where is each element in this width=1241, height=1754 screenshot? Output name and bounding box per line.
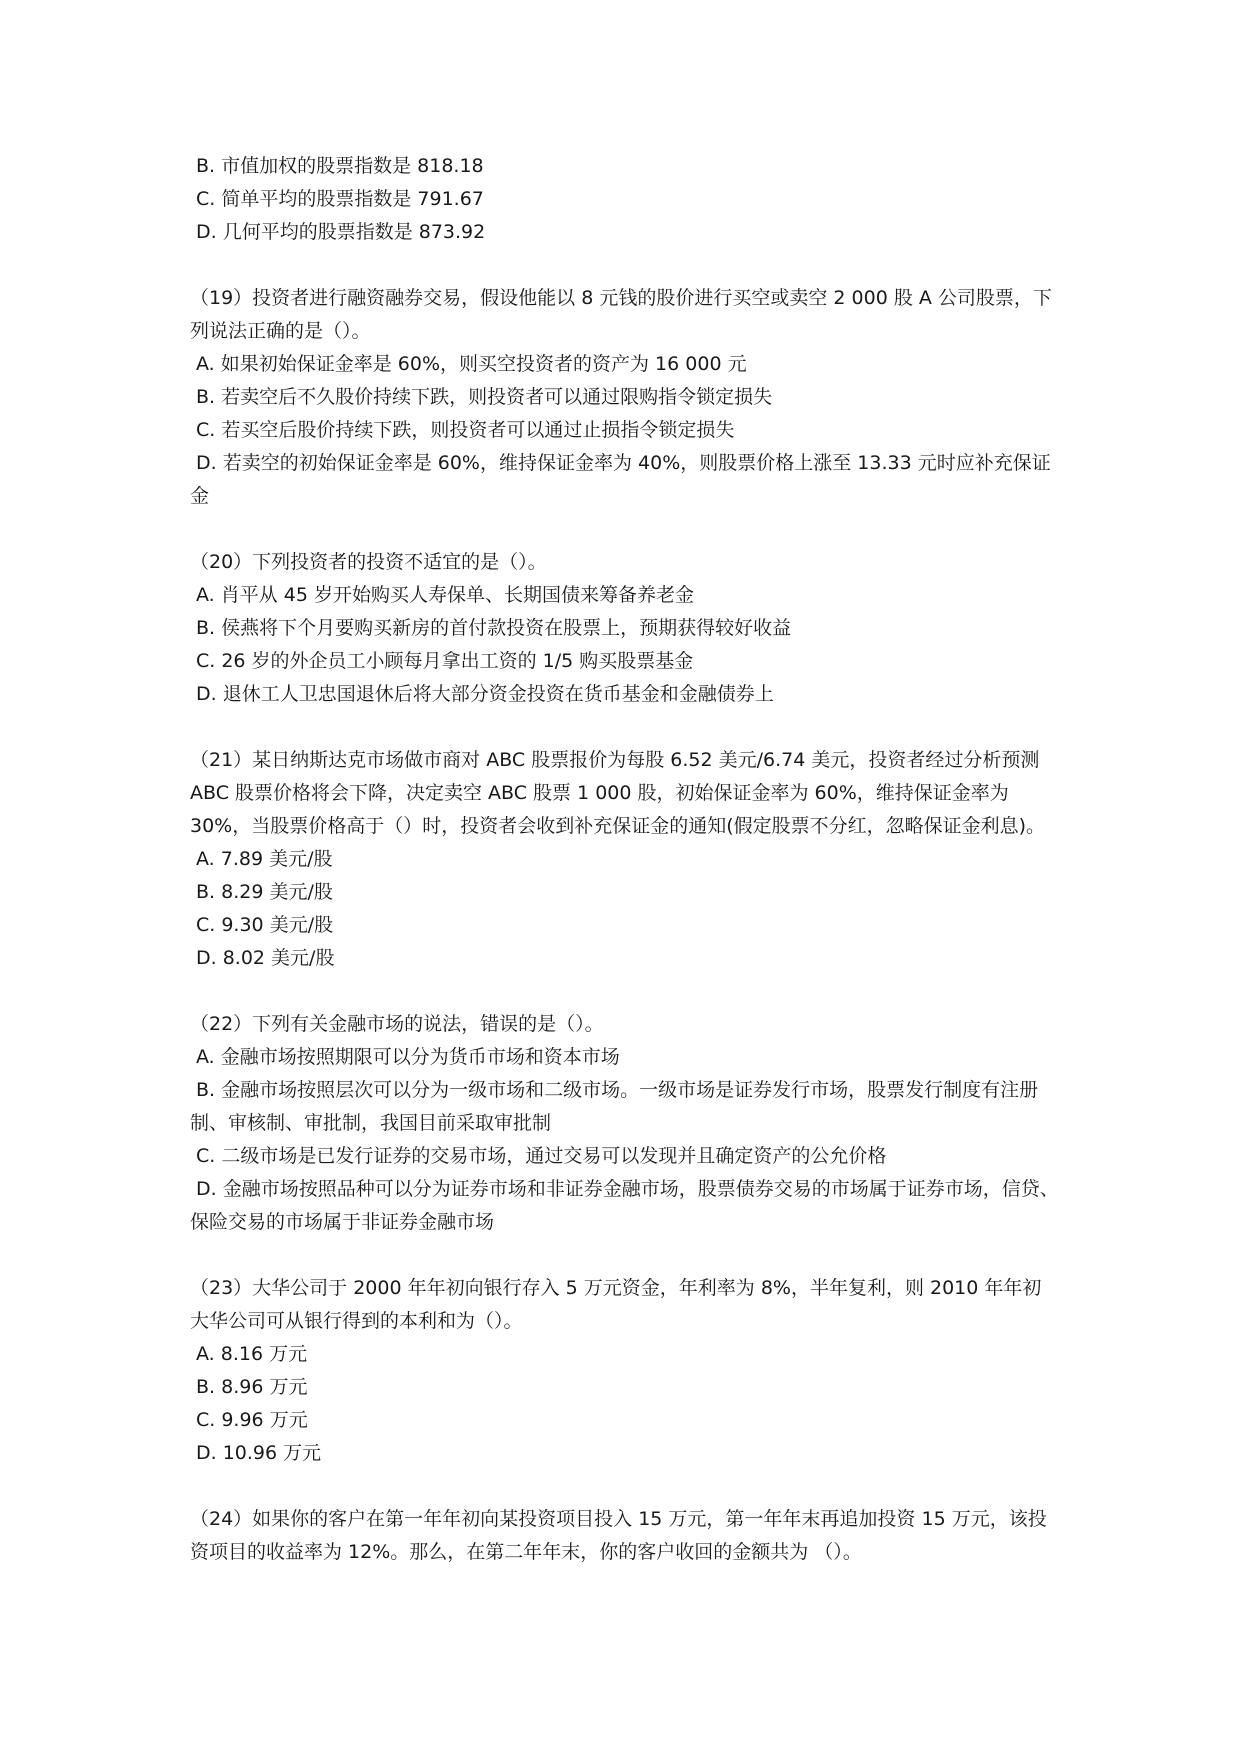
question-23 [190, 1272, 1060, 1470]
option-c: C. 二级市场是已发行证券的交易市场，通过交易可以发现并且确定资产的公允价格 [196, 1145, 887, 1167]
question-24 [190, 1503, 1060, 1569]
question-stem: （20）下列投资者的投资不适宜的是（）。 [190, 551, 547, 573]
option-c: C. 9.30 美元/股 [196, 914, 334, 936]
option-b: B. 金融市场按照层次可以分为一级市场和二级市场。一级市场是证券发行市场，股票发行制度有注册制、审核制、审批制，我国目前采取审批制 [190, 1079, 1039, 1134]
question-21 [190, 744, 1060, 975]
option-a: A. 金融市场按照期限可以分为货币市场和资本市场 [196, 1046, 620, 1068]
option-c: C. 9.96 万元 [196, 1409, 308, 1431]
option-d: D. 金融市场按照品种可以分为证券市场和非证券金融市场，股票债券交易的市场属于证券市场，信贷、保险交易的市场属于非证券金融市场 [190, 1178, 1059, 1233]
option-b: B. 侯燕将下个月要购买新房的首付款投资在股票上，预期获得较好收益 [196, 617, 792, 639]
question-stem: （21）某日纳斯达克市场做市商对 ABC 股票报价为每股 6.52 美元/6.74 美元，投资者经过分析预测 ABC 股票价格将会下降，决定卖空 ABC 股票 1 000 股，初始保证金率为 60%，维持保证金率为 30%，当股票价格高于（）时，投资者会收到补充保证金的通知(假定股票不分红，忽略保证金利息)。 [190, 749, 1046, 837]
option-d: D. 几何平均的股票指数是 873.92 [196, 221, 486, 243]
option-d: D. 10.96 万元 [196, 1442, 322, 1464]
option-b: B. 8.29 美元/股 [196, 881, 333, 903]
option-c: C. 26 岁的外企员工小顾每月拿出工资的 1/5 购买股票基金 [196, 650, 694, 672]
question-19 [190, 282, 1060, 513]
option-d: D. 8.02 美元/股 [196, 947, 335, 969]
option-c: C. 若买空后股价持续下跌，则投资者可以通过止损指令锁定损失 [196, 419, 735, 441]
option-d: D. 若卖空的初始保证金率是 60%，维持保证金率为 40%，则股票价格上涨至 13.33 元时应补充保证金 [190, 452, 1051, 507]
question-20 [190, 546, 1060, 711]
option-a: A. 如果初始保证金率是 60%，则买空投资者的资产为 16 000 元 [196, 353, 747, 375]
option-d: D. 退休工人卫忠国退休后将大部分资金投资在货币基金和金融债券上 [196, 683, 774, 705]
option-a: A. 8.16 万元 [196, 1343, 308, 1365]
question-22 [190, 1008, 1060, 1239]
option-b: B. 8.96 万元 [196, 1376, 308, 1398]
question-stem: （23）大华公司于 2000 年年初向银行存入 5 万元资金，年利率为 8%，半年复利，则 2010 年年初大华公司可从银行得到的本利和为（）。 [190, 1277, 1042, 1332]
option-c: C. 简单平均的股票指数是 791.67 [196, 188, 484, 210]
option-a: A. 7.89 美元/股 [196, 848, 333, 870]
option-b: B. 市值加权的股票指数是 818.18 [196, 155, 484, 177]
question-stem: （19）投资者进行融资融券交易，假设他能以 8 元钱的股价进行买空或卖空 2 000 股 A 公司股票，下列说法正确的是（）。 [190, 287, 1052, 342]
question-18-tail [190, 150, 1060, 249]
document-page [190, 150, 1060, 1569]
option-a: A. 肖平从 45 岁开始购买人寿保单、长期国债来筹备养老金 [196, 584, 694, 606]
question-stem: （24）如果你的客户在第一年年初向某投资项目投入 15 万元，第一年年末再追加投资 15 万元，该投资项目的收益率为 12%。那么，在第二年年末，你的客户收回的金额共为 （）。 [190, 1508, 1047, 1563]
option-b: B. 若卖空后不久股价持续下跌，则投资者可以通过限购指令锁定损失 [196, 386, 773, 408]
question-stem: （22）下列有关金融市场的说法，错误的是（）。 [190, 1013, 604, 1035]
